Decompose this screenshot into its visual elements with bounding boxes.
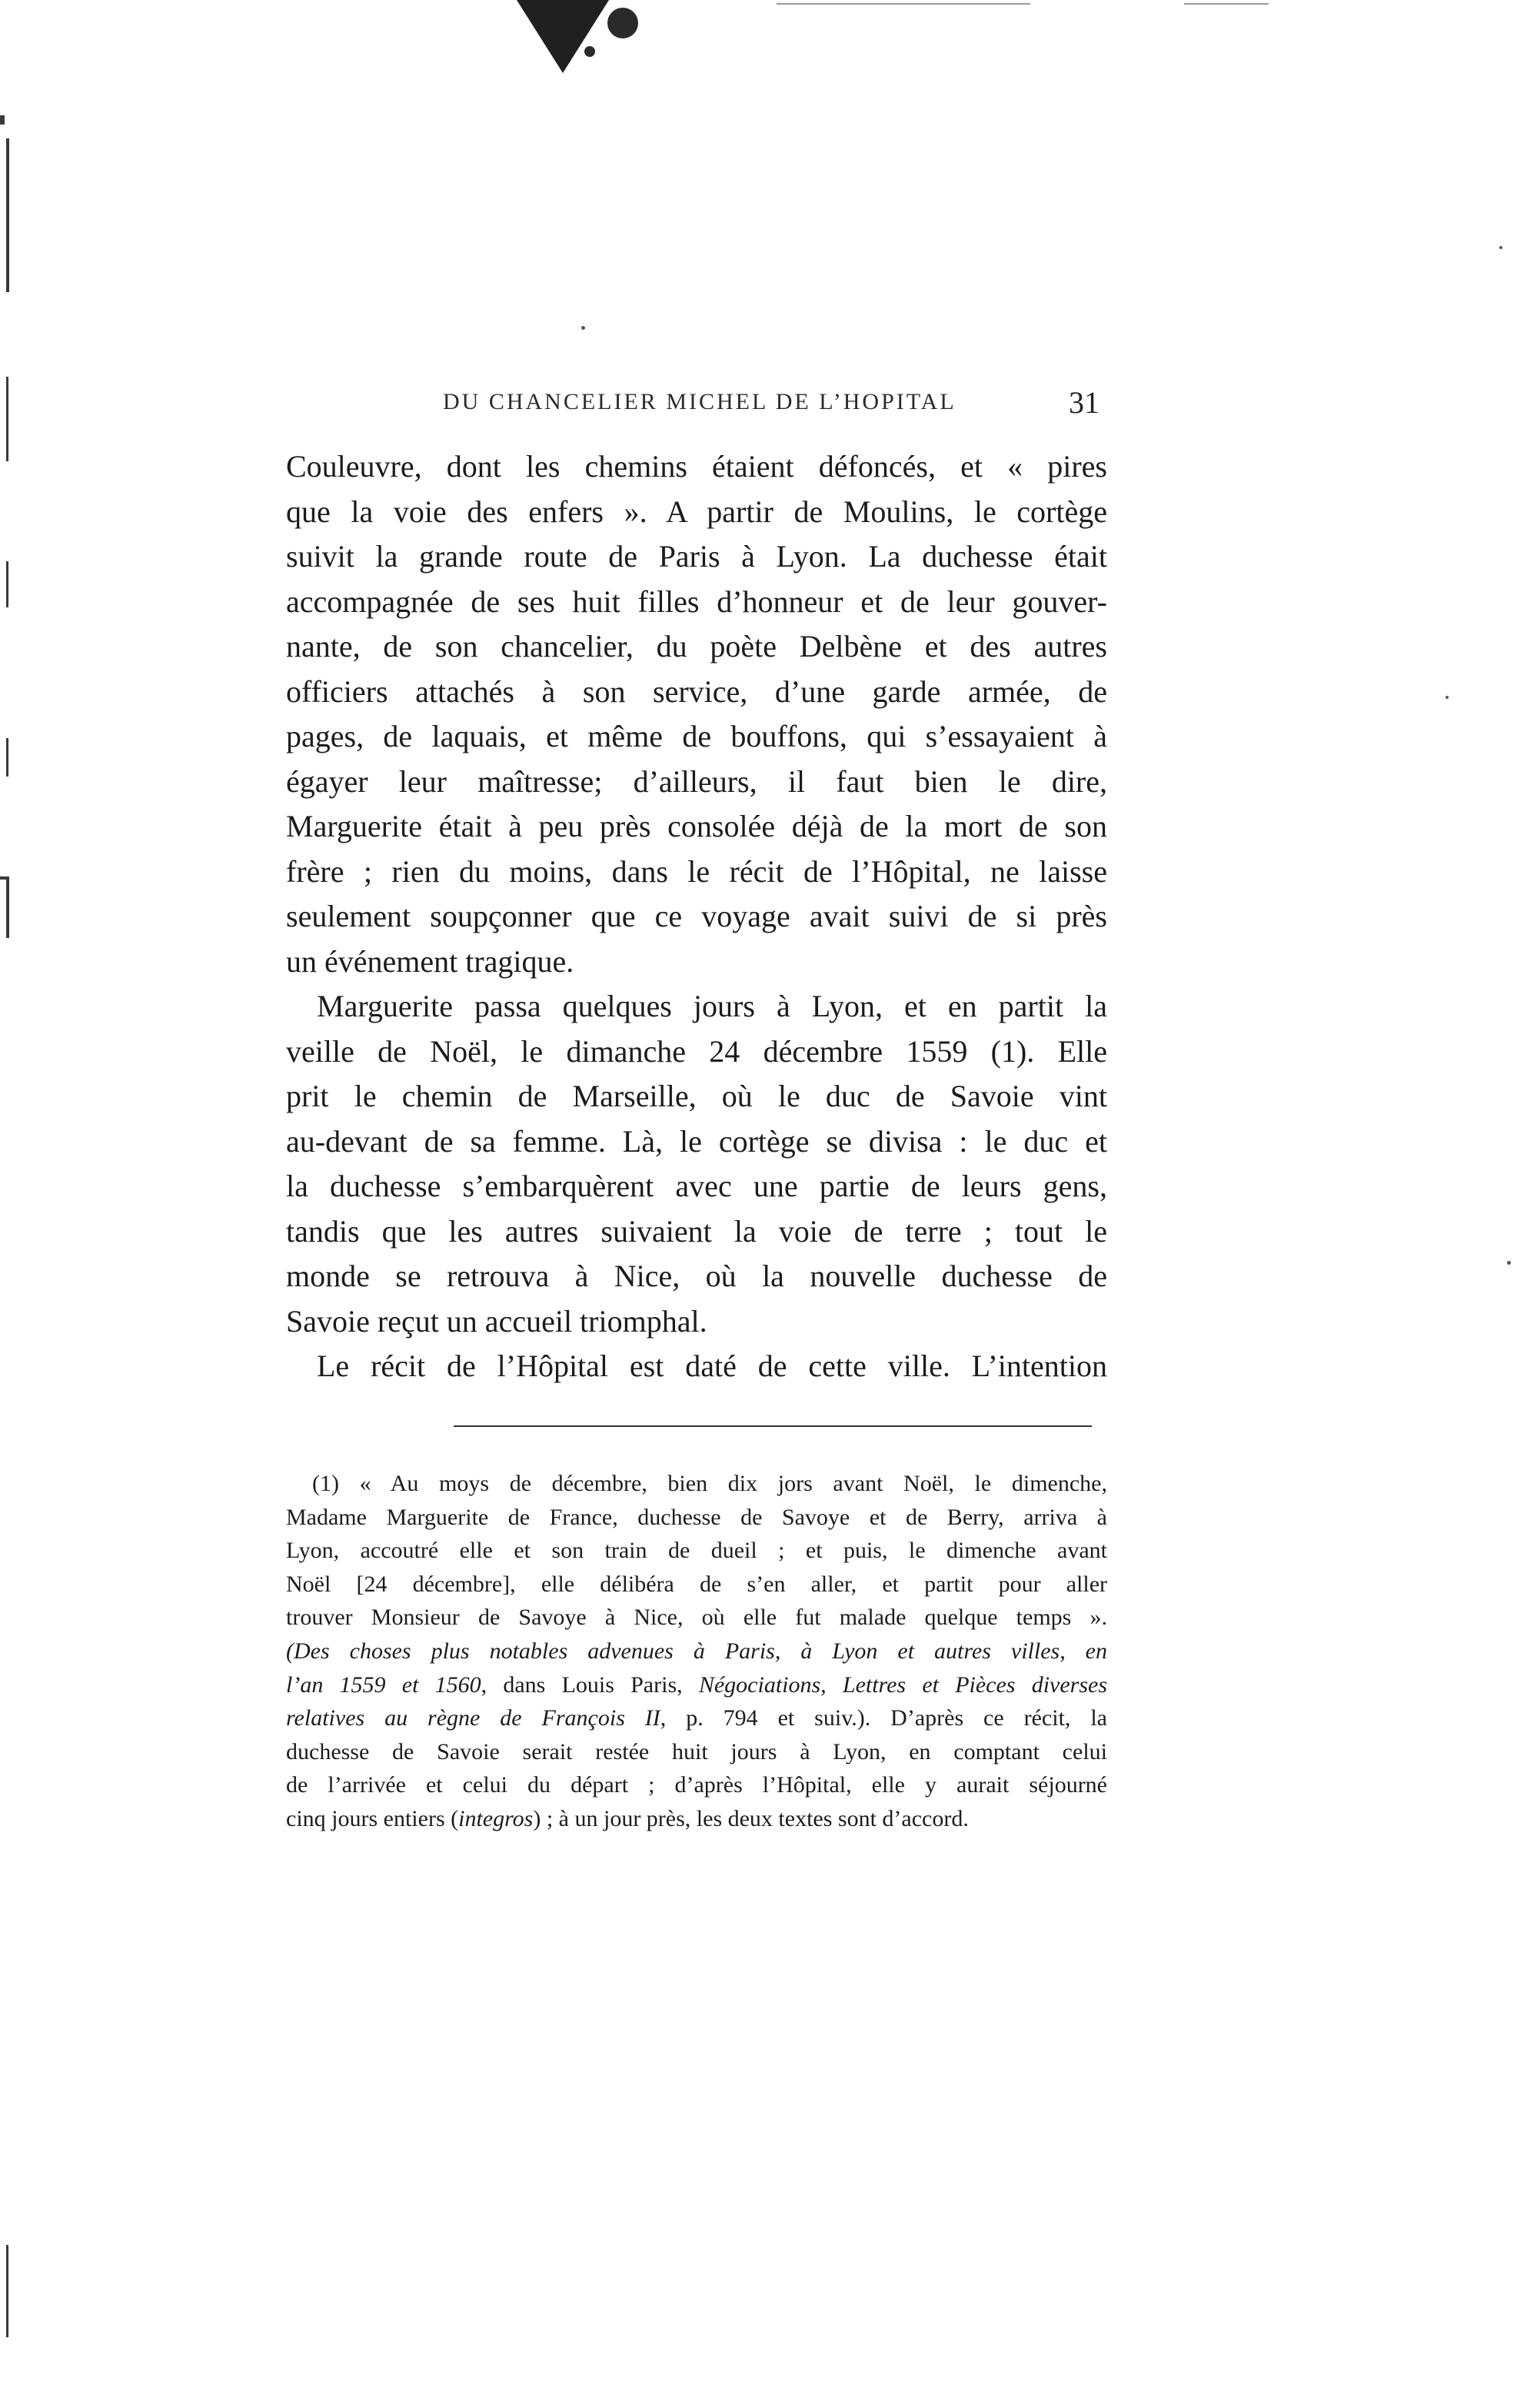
scan-speck (581, 326, 585, 330)
text-line: Le récit de l’Hôpital est daté de cette ville. L’intention (317, 1349, 1107, 1383)
text-line: prit le chemin de Marseille, où le duc de Savoie vint (286, 1079, 1107, 1113)
footnote-line: duchesse de Savoie serait restée huit jours à Lyon, en comptant celui (286, 1738, 1107, 1764)
text-line: Savoie reçut un accueil triomphal. (286, 1303, 707, 1339)
text-line: égayer leur maîtresse; d’ailleurs, il faut bien le dire, (286, 763, 1107, 799)
footnote-line: trouver Monsieur de Savoye à Nice, où elle fut malade quelque temps ». (286, 1605, 1107, 1631)
footnote-line: de l’arrivée et celui du départ ; d’après l’Hôpital, elle y aurait séjourné (286, 1772, 1107, 1798)
scan-speck (1499, 246, 1502, 249)
text-line: pages, de laquais, et même de bouffons, qui s’essayaient à (286, 719, 1107, 753)
footnote-segment: ) ; à un jour près, les deux textes sont d’accord. (533, 1805, 969, 1831)
scan-edge-line (1184, 3, 1269, 5)
footnote-italic-segment: l’an 1559 et 1560 (286, 1671, 481, 1698)
text-line: veille de Noël, le dimanche 24 décembre 1559 (1). Elle (286, 1033, 1107, 1069)
footnote-line (286, 1701, 1107, 1735)
left-scan-edge (6, 561, 8, 607)
footnote-italic-segment: relatives au règne de François II (286, 1705, 660, 1731)
scan-speck (1507, 1261, 1511, 1265)
footnote-line: Noël [24 décembre], elle délibéra de s’en aller, et partit pour aller (286, 1571, 1107, 1597)
main-text (286, 444, 1107, 1389)
text-line: la duchesse s’embarquèrent avec une partie de leurs gens, (286, 1169, 1107, 1203)
ink-speck (584, 46, 595, 57)
text-line: nante, de son chancelier, du poète Delbène et des autres (286, 629, 1107, 664)
text-line: tandis que les autres suivaient la voie de terre ; tout le (286, 1213, 1107, 1249)
footnote-line: Lyon, accoutré elle et son train de dueil ; et puis, le dimenche avant (286, 1538, 1107, 1564)
text-line: Marguerite passa quelques jours à Lyon, et en partit la (317, 989, 1107, 1023)
footnote-italic-segment: integros (458, 1805, 534, 1831)
text-line: Couleuvre, dont les chemins étaient défoncés, et « pires (286, 449, 1107, 484)
ink-speck (607, 8, 638, 38)
footnote-divider (454, 1425, 1092, 1427)
text-line: accompagnée de ses huit filles d’honneur et de leur gouver- (286, 584, 1107, 619)
left-scan-edge (6, 738, 8, 777)
text-line: que la voie des enfers ». A partir de Moulins, le cortège (286, 494, 1107, 529)
footnote (286, 1467, 1107, 1836)
text-line: Marguerite était à peu près consolée déjà de la mort de son (286, 809, 1107, 843)
text-line: au-devant de sa femme. Là, le cortège se divisa : le duc et (286, 1123, 1107, 1159)
running-title: DU CHANCELIER MICHEL DE L’HOPITAL (443, 389, 956, 414)
left-scan-edge (6, 2245, 8, 2337)
footnote-italic-segment: Négociations, Lettres et Pièces diverses (698, 1671, 1107, 1698)
footnote-line: (1) « Au moys de décembre, bien dix jors avant Noël, le dimenche, (312, 1471, 1107, 1496)
footnote-segment: , dans Louis Paris, (481, 1671, 699, 1698)
ink-blot (517, 0, 609, 73)
text-line: un événement tragique. (286, 943, 574, 979)
page-number: 31 (1069, 385, 1100, 420)
footnote-line (286, 1668, 1107, 1702)
text-line: officiers attachés à son service, d’une garde armée, de (286, 674, 1107, 709)
text-line: monde se retrouva à Nice, où la nouvelle duchesse de (286, 1259, 1107, 1293)
left-scan-edge (0, 115, 5, 125)
scan-edge-line (777, 3, 1030, 5)
text-line: suivit la grande route de Paris à Lyon. La duchesse était (286, 539, 1107, 574)
footnote-segment: cinq jours entiers ( (286, 1805, 459, 1831)
text-line: seulement soupçonner que ce voyage avait suivi de si près (286, 899, 1107, 933)
left-scan-edge (6, 138, 9, 292)
text-line: frère ; rien du moins, dans le récit de l’Hôpital, ne laisse (286, 853, 1107, 889)
left-scan-edge (6, 876, 9, 938)
footnote-line: Madame Marguerite de France, duchesse de Savoye et de Berry, arriva à (286, 1504, 1107, 1530)
footnote-line (286, 1802, 1107, 1836)
footnote-segment: , p. 794 et suiv.). D’après ce récit, la (660, 1705, 1107, 1731)
scan-speck (1445, 696, 1449, 699)
left-scan-edge (6, 377, 8, 461)
footnote-line: (Des choses plus notables advenues à Paris, à Lyon et autres villes, en (286, 1638, 1107, 1664)
